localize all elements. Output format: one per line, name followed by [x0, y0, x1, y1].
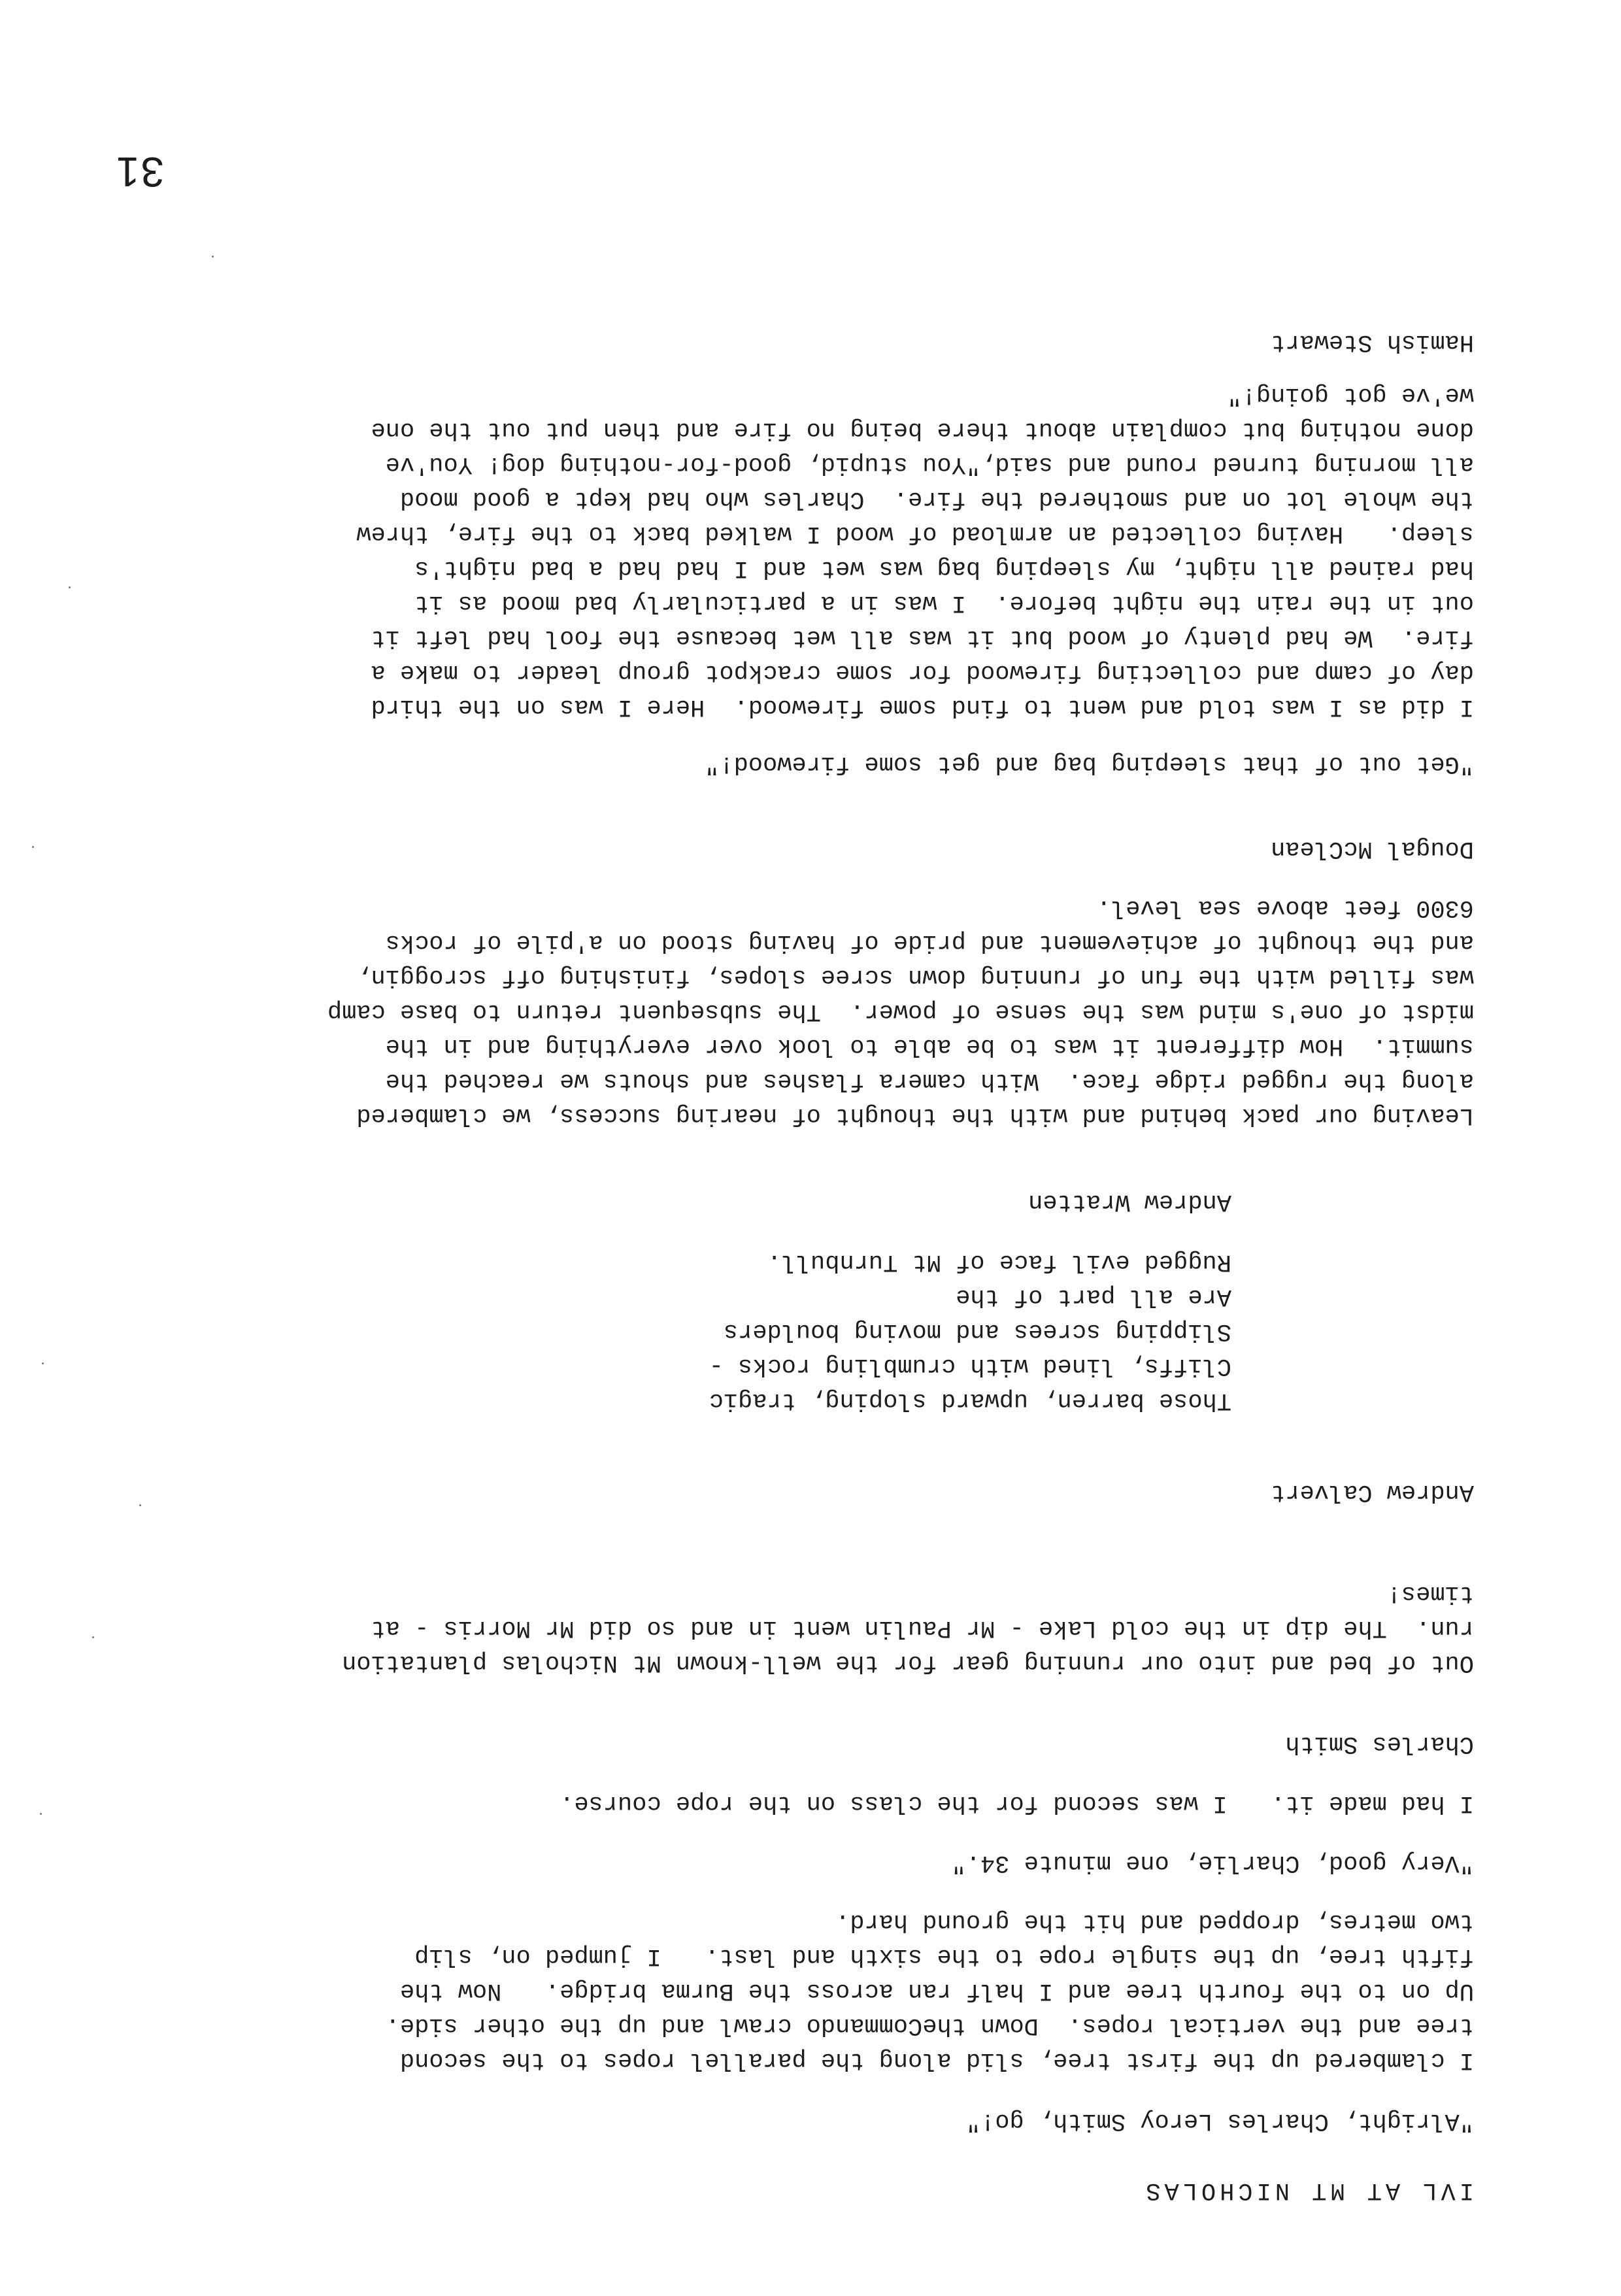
page-title: IVL AT MT NICHOLAS — [1142, 2176, 1474, 2204]
scan-speck — [40, 1813, 42, 1815]
body-paragraph: Leaving our pack behind and with the thought of nearing success, we clambered along the rugged ridge face. With camera flashes and shouts we reached the summit. How different it was to be able to look over everything and in the midst of one's mind was the sense of power. The subsequent return to base camp was filled with the fun of running down scree slopes, finishing off scroggin, and the thought of achievement and pride of having stood on a'pile of rocks 6300 feet above sea level. — [327, 894, 1474, 1129]
author-signature: Charles Smith — [1285, 1730, 1474, 1757]
body-paragraph: Out of bed and into our running gear for the well-known Mt Nicholas plantation run. The dip in the cold Lake - Mr Paulin went in and so did Mr Morris - at times! — [342, 1579, 1474, 1676]
scan-speck — [212, 256, 214, 258]
dialogue-line: "Get out of that sleeping bag and get some firewood!" — [705, 750, 1474, 777]
body-paragraph: I did as I was told and went to find some firewood. Here I was on the third day of camp and collecting firewood for some crackpot group leader to make a fire. We had plenty of wood but it was all wet because the fool had left it out in the rain the night before. I was in a particularly bad mood as it had rained all night, my sleeping bag was wet and I had had a bad night's sleep. Having collected an armload of wood I walked back to the fire, threw the whole lot on and smothered the fire. Charles who had kept a good mood all morning turned round and said,"You stupid, good-for-nothing dog! You've done nothing but complain about there being no fire and then put out the one we've got going!" — [356, 381, 1474, 720]
scan-speck — [42, 1362, 44, 1364]
author-signature: Andrew Wratten — [1028, 1188, 1231, 1215]
scan-speck — [139, 1504, 141, 1506]
body-paragraph: I had made it. I was second for the class on the rope course. — [560, 1789, 1474, 1817]
scan-speck — [92, 1636, 94, 1638]
author-signature: Dougal McClean — [1271, 835, 1474, 862]
poem: Those barren, upward sloping, tragic Cliffs, lined with crumbling rocks - Slipping screes and moving boulders Are all part of the Rugged evil face of Mt Turnbull. — [709, 1248, 1231, 1414]
body-paragraph: I clambered up the first tree, slid along the parallel ropes to the second tree and the vertical ropes. Down theCommando crawl and up the other side. Up on to the fourth tree and I half ran across the Burma bridge. Now the fifth tree, up the single rope to the sixth and last. I jumped on, slip two metres, dropped and hit the ground hard. — [385, 1908, 1474, 2074]
scan-speck — [32, 846, 34, 848]
author-signature: Hamish Stewart — [1271, 328, 1474, 356]
author-signature: Andrew Calvert — [1271, 1478, 1474, 1506]
dialogue-line: "Very good, Charlie, one minute 34." — [951, 1849, 1474, 1876]
dialogue-line: "Alright, Charles Leroy Smith, go!" — [965, 2107, 1474, 2135]
page-number: 31 — [114, 148, 164, 195]
scan-speck — [69, 586, 71, 588]
